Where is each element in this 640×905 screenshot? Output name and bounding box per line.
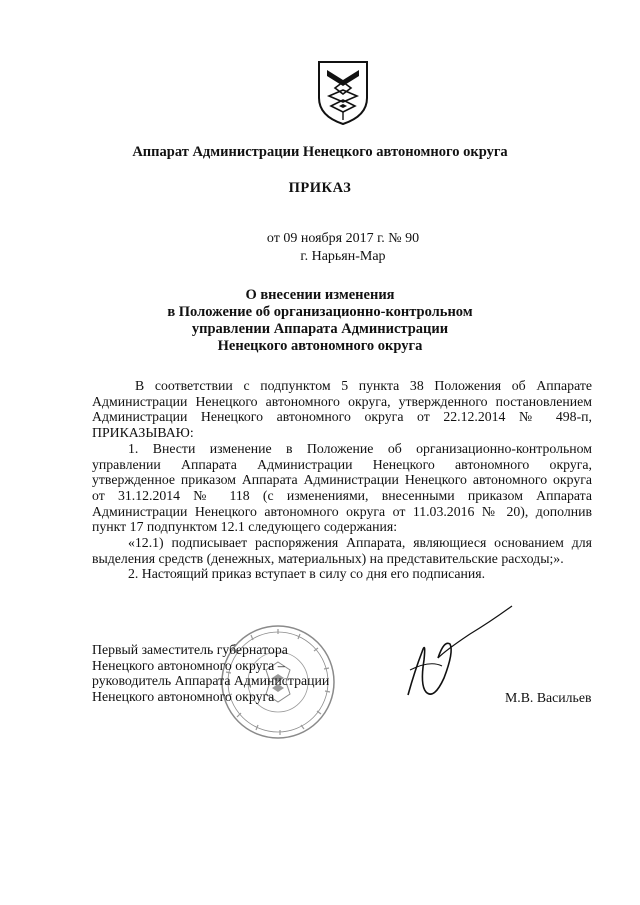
body-line: 2. Настоящий приказ вступает в силу со дня его подписания. [128, 566, 486, 582]
body-line: В соответствии с подпунктом 5 пункта 38 Положения об Аппарате [135, 378, 592, 393]
body-line: от 31.12.2014 № 118 (с изменениями, внесенными приказом Аппарата [92, 487, 592, 503]
subject-line: Ненецкого автономного округа [217, 338, 423, 354]
document-city: г. Нарьян-Мар [300, 249, 386, 264]
body-line: «12.1) подписывает распоряжения Аппарата, являющиеся основанием для [128, 535, 592, 551]
signatory-position [92, 642, 329, 705]
body-line: 1. Внести изменение в Положение об организационно-контрольном [128, 440, 592, 456]
body-line: утвержденное приказом Аппарата Администрации Ненецкого автономного округа [92, 472, 592, 488]
subject-line: управлении Аппарата Администрации [191, 321, 449, 337]
document-subject [0, 287, 640, 355]
signatory-line: руководитель Аппарата Администрации [92, 673, 330, 689]
body-line: выделения средств (денежных, материальных) на представительские расходы;». [92, 550, 564, 566]
body-line: пункт 17 подпунктом 12.1 следующего содержания: [92, 519, 398, 535]
signatory-line: Ненецкого автономного округа [92, 689, 275, 705]
signatory-line: Первый заместитель губернатора [92, 642, 288, 657]
body-line: Администрации Ненецкого автономного округа, утвержденного постановлением [92, 393, 592, 409]
body-line: Администрации Ненецкого автономного округа от 11.03.2016 № 20), дополнив [92, 503, 592, 519]
signatory-name: М.В. Васильев [505, 690, 592, 705]
document-date-number: от 09 ноября 2017 г. № 90 [266, 231, 420, 246]
organization-name: Аппарат Администрации Ненецкого автономного округа [132, 144, 508, 160]
subject-line: О внесении изменения [245, 287, 395, 303]
body-line: управлении Аппарата Администрации Ненецкого автономного округа, [92, 456, 592, 472]
handwritten-signature [380, 600, 520, 710]
body-line: Администрации Ненецкого автономного округа от 22.12.2014 № 498-п, [92, 409, 592, 425]
document-type: ПРИКАЗ [288, 180, 352, 196]
body-line: ПРИКАЗЫВАЮ: [92, 425, 194, 441]
signatory-line: Ненецкого автономного округа – [92, 657, 285, 673]
coat-of-arms-icon [315, 60, 371, 126]
subject-line: в Положение об организационно-контрольном [167, 304, 473, 320]
document-body [92, 378, 592, 582]
